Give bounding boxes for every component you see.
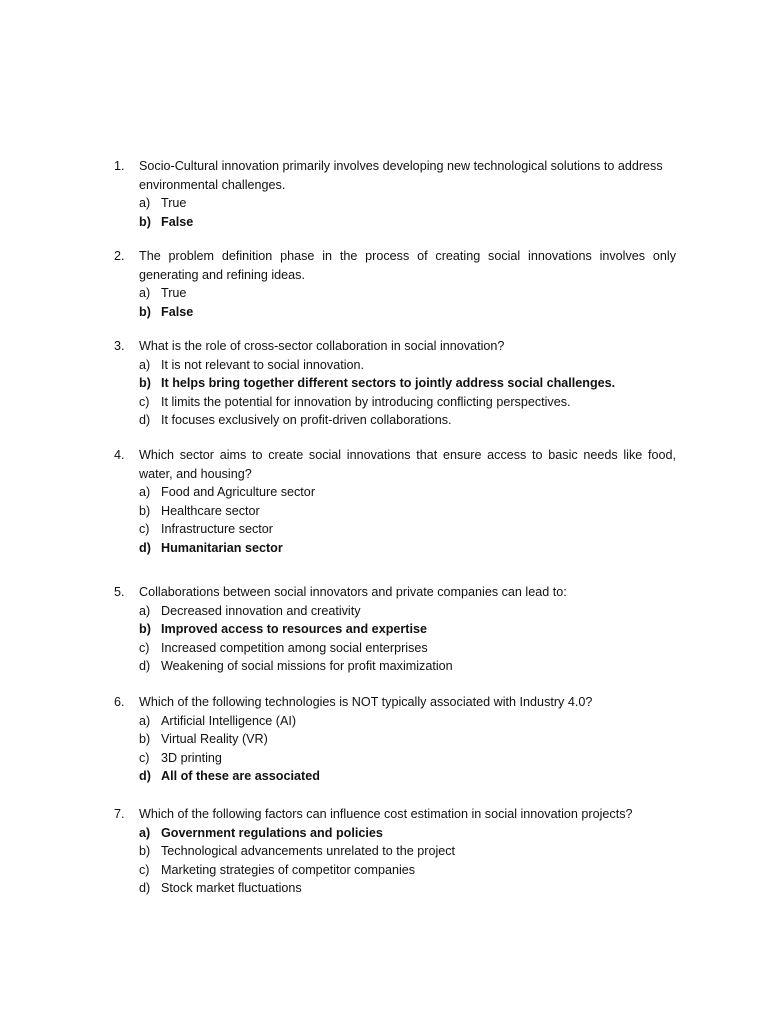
option-text: All of these are associated [161,769,320,783]
question-text: Which of the following factors can influence cost estimation in social innovation projects? [139,807,633,821]
option-text: Artificial Intelligence (AI) [161,713,297,728]
option-text: Marketing strategies of competitor companies [161,862,416,877]
option-text: It is not relevant to social innovation. [161,357,365,372]
question-7 [114,805,676,898]
option-text: Decreased innovation and creativity [161,603,361,618]
option-c [114,749,676,768]
option-label: b) [139,622,151,636]
option-d [114,411,676,430]
option-text: True [161,286,187,300]
option-a [114,356,676,375]
option-b [114,502,676,521]
question-number: 2. [114,249,125,263]
option-d-correct [114,539,676,558]
option-label: a) [139,485,151,499]
option-label: d) [139,769,151,783]
option-b [114,730,676,749]
option-b-correct [114,213,676,232]
question-text: What is the role of cross-sector collaboration in social innovation? [139,339,505,353]
option-b-correct [114,620,676,639]
option-text: Humanitarian sector [161,540,283,555]
option-text: False [161,214,194,229]
option-text: Virtual Reality (VR) [161,732,268,746]
option-label: b) [139,503,151,518]
option-text: Food and Agriculture sector [161,485,316,499]
option-label: c) [139,862,150,877]
question-text: Collaborations between social innovators and private companies can lead to: [139,585,567,599]
question-6 [114,693,676,786]
option-label: a) [139,825,151,840]
option-label: a) [139,196,151,210]
option-a [114,712,676,731]
question-number: 7. [114,807,125,821]
question-row [114,157,676,194]
option-d [114,879,676,898]
option-text: Technological advancements unrelated to the project [161,844,456,858]
option-a [114,194,676,213]
option-label: a) [139,286,151,300]
question-5 [114,583,676,676]
question-2 [114,247,676,321]
option-label: c) [139,640,150,655]
option-c [114,639,676,658]
question-row [114,247,676,284]
question-number: 3. [114,339,125,353]
option-b-correct [114,303,676,322]
option-text: Increased competition among social enterprises [161,640,428,655]
option-a [114,483,676,502]
question-number: 1. [114,159,125,173]
option-text: Government regulations and policies [161,825,383,840]
option-label: d) [139,413,151,427]
option-label: c) [139,750,150,765]
option-a [114,602,676,621]
option-label: b) [139,376,151,390]
option-label: d) [139,659,151,673]
question-text: Which of the following technologies is NOT typically associated with Industry 4.0? [139,695,593,709]
option-a-correct [114,824,676,843]
question-row [114,805,676,824]
option-d-correct [114,767,676,786]
option-label: d) [139,540,151,555]
option-label: c) [139,394,150,409]
option-label: a) [139,357,151,372]
option-text: Weakening of social missions for profit maximization [161,659,453,673]
option-text: Improved access to resources and expertise [161,622,427,636]
question-4 [114,446,676,557]
option-text: False [161,304,194,319]
question-number: 6. [114,695,125,709]
question-row [114,337,676,356]
option-text: Infrastructure sector [161,522,273,536]
option-label: a) [139,603,151,618]
question-3 [114,337,676,430]
question-text: The problem definition phase in the process of creating social innovations involves only generating and refining ideas. [139,249,676,282]
option-label: c) [139,522,150,536]
option-text: 3D printing [161,750,222,765]
question-number: 5. [114,585,125,599]
option-text: It limits the potential for innovation by introducing conflicting perspectives. [161,394,571,409]
option-text: Stock market fluctuations [161,881,302,895]
option-text: True [161,196,187,210]
option-label: d) [139,881,151,895]
option-label: b) [139,214,151,229]
option-d [114,657,676,676]
option-c [114,393,676,412]
option-c [114,520,676,539]
option-label: a) [139,713,151,728]
question-text: Socio-Cultural innovation primarily involves developing new technological solutions to address environmental challenges. [139,159,663,192]
option-text: Healthcare sector [161,503,260,518]
question-1 [114,157,676,231]
option-a [114,284,676,303]
question-text: Which sector aims to create social innovations that ensure access to basic needs like food, water, and housing? [139,448,676,481]
option-b [114,842,676,861]
question-row [114,583,676,602]
option-label: b) [139,844,151,858]
option-label: b) [139,304,151,319]
option-text: It focuses exclusively on profit-driven collaborations. [161,413,452,427]
question-row [114,693,676,712]
option-c [114,861,676,880]
option-text: It helps bring together different sectors to jointly address social challenges. [161,376,616,390]
question-row [114,446,676,483]
option-b-correct [114,374,676,393]
option-label: b) [139,732,151,746]
question-number: 4. [114,448,125,462]
